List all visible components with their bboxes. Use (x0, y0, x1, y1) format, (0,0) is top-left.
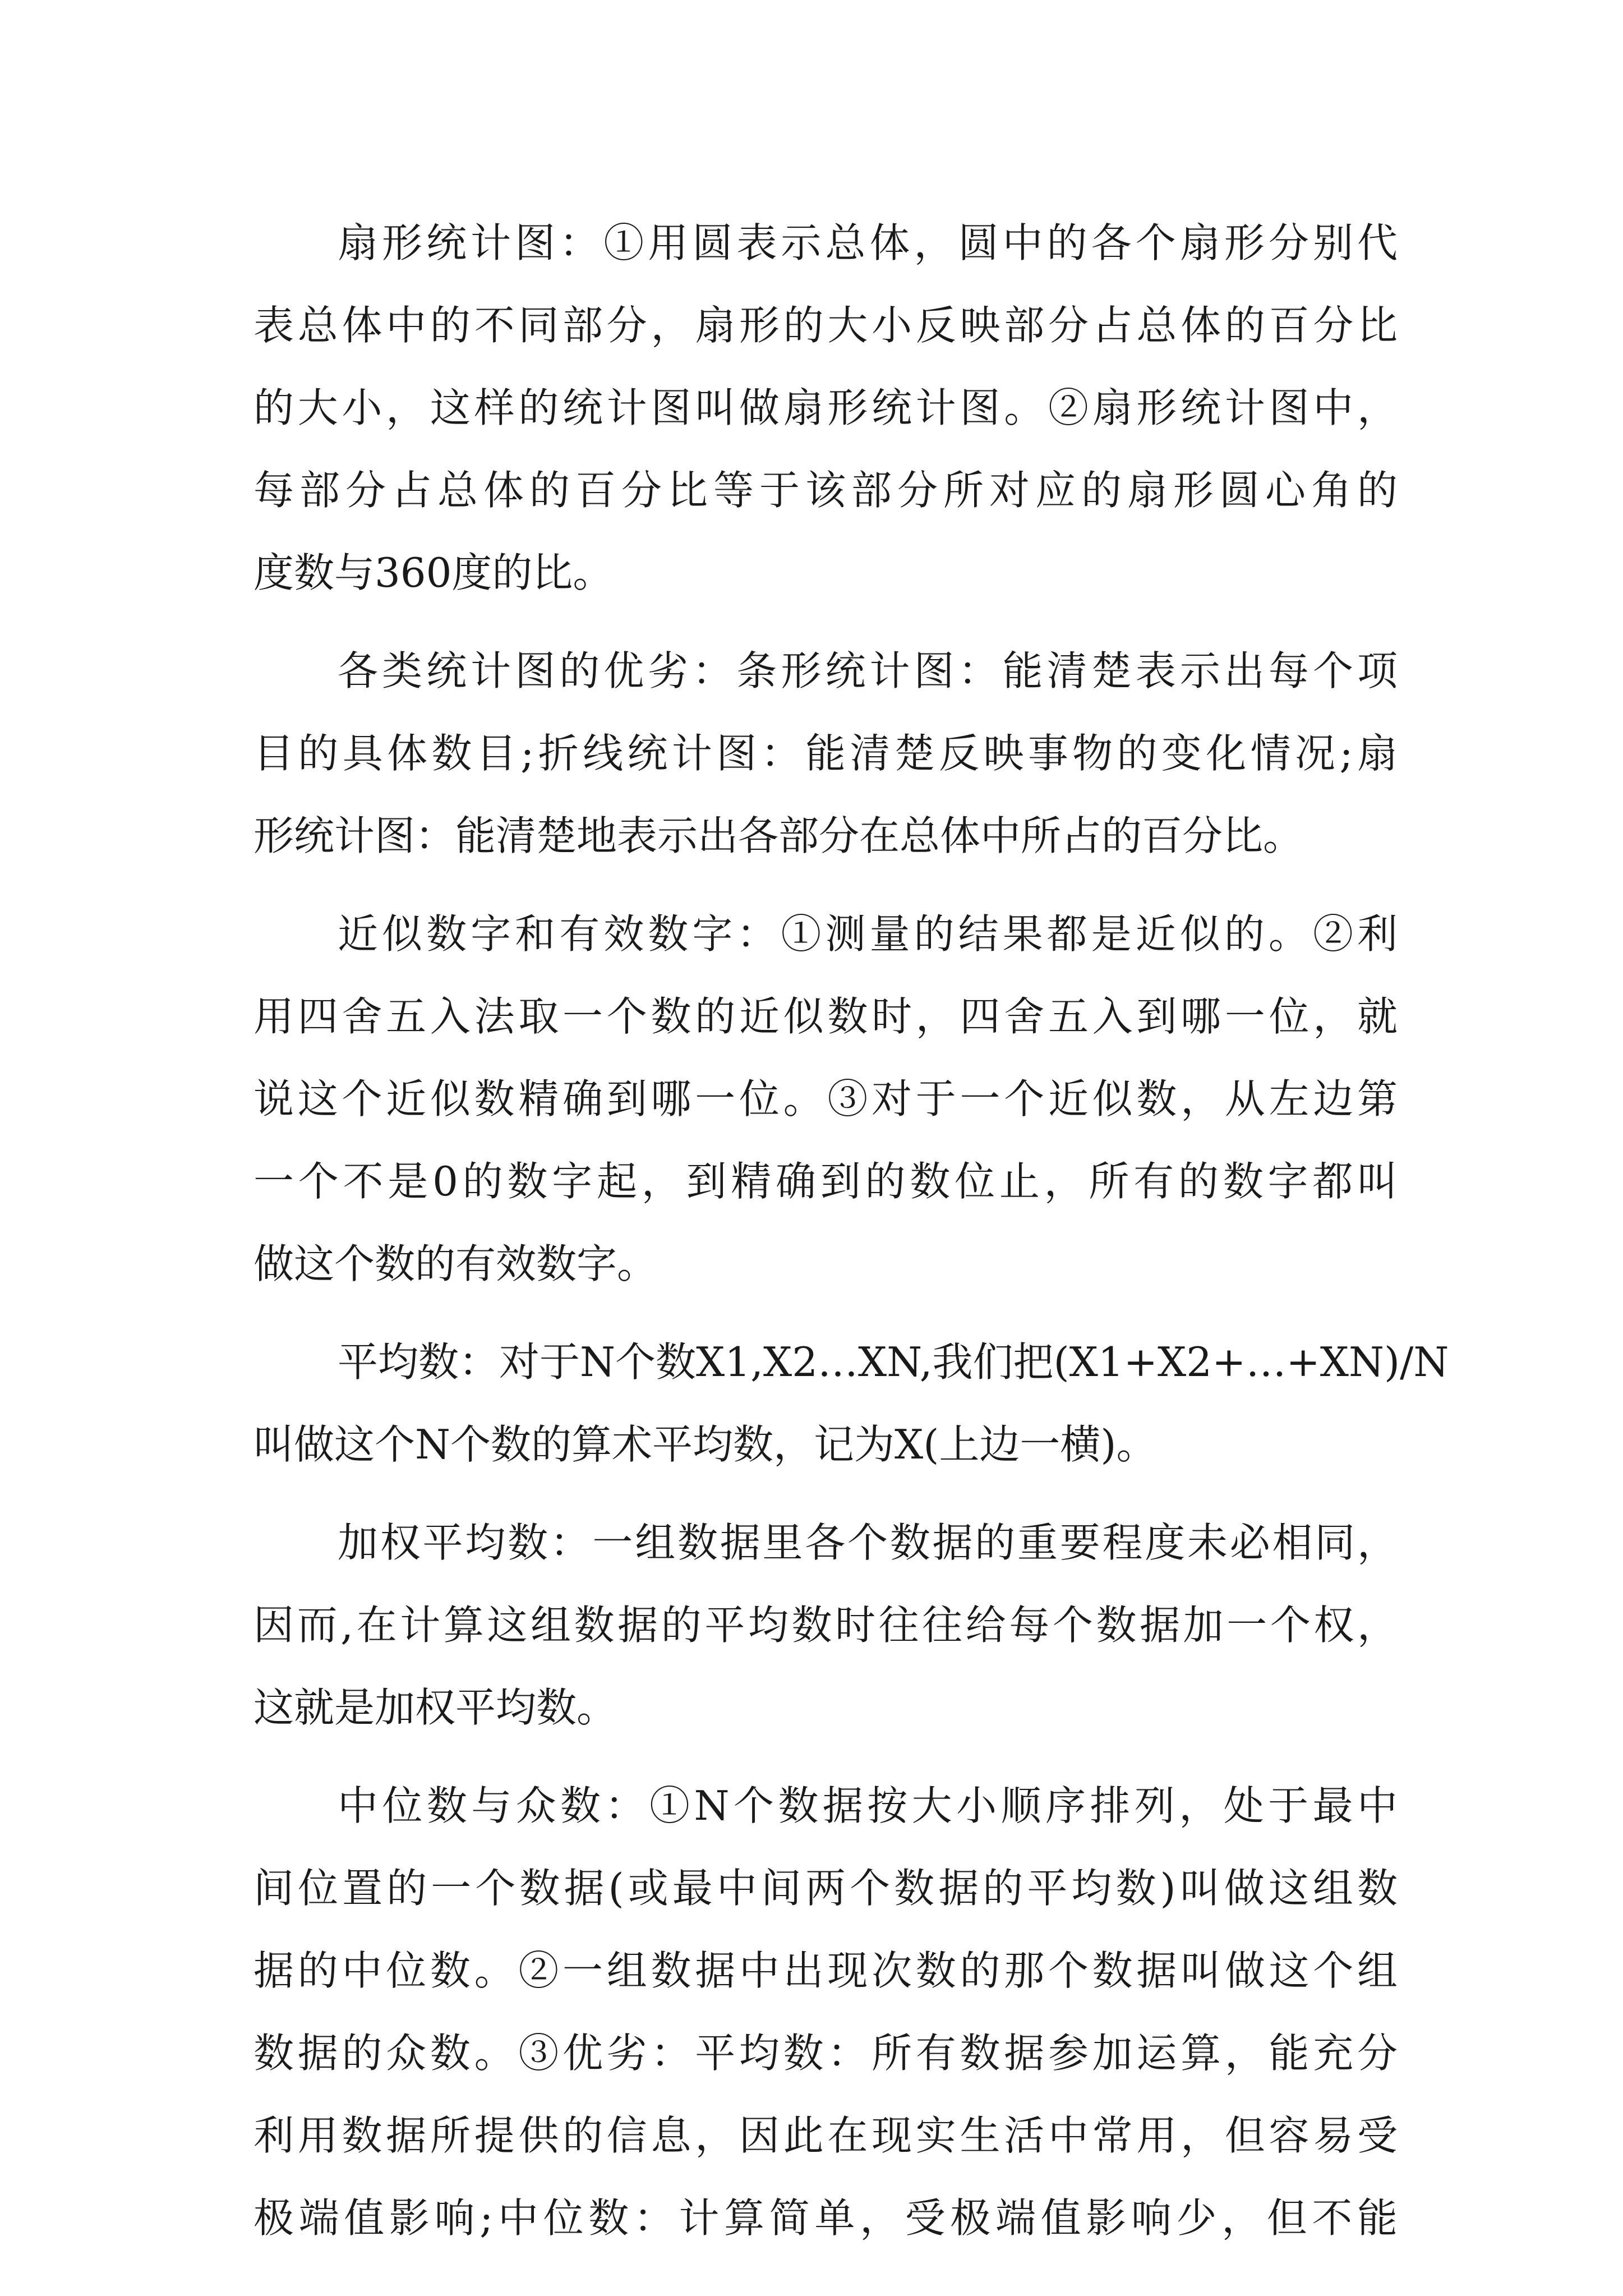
text-line: 做这个数的有效数字。 (253, 1240, 658, 1287)
text-line: 中位数与众数：①N个数据按大小顺序排列，处于最中 (338, 1782, 1398, 1829)
text-line: 叫做这个N个数的算术平均数，记为X(上边一横)。 (253, 1421, 1157, 1468)
paragraph-median-mode (253, 1765, 1398, 2260)
text-line: 平均数：对于N个数X1,X2…XN,我们把(X1+X2+…+XN)/N (338, 1338, 1449, 1386)
text-line: 利用数据所提供的信息，因此在现实生活中常用，但容易受 (253, 2112, 1398, 2159)
text-line: 度数与360度的比。 (253, 549, 614, 596)
text-line: 近似数字和有效数字：①测量的结果都是近似的。②利 (338, 910, 1398, 958)
text-line: 形统计图：能清楚地表示出各部分在总体中所占的百分比。 (253, 812, 1304, 859)
text-line: 的大小，这样的统计图叫做扇形统计图。②扇形统计图中， (253, 384, 1398, 431)
text-line: 扇形统计图：①用圆表示总体，圆中的各个扇形分别代 (338, 219, 1398, 266)
text-line: 用四舍五入法取一个数的近似数时，四舍五入到哪一位，就 (253, 993, 1398, 1040)
text-line: 间位置的一个数据(或最中间两个数据的平均数)叫做这组数 (253, 1865, 1398, 1912)
text-line: 据的中位数。②一组数据中出现次数的那个数据叫做这个组 (253, 1947, 1398, 1994)
document-page (253, 202, 1449, 2275)
paragraph-pie-chart (253, 202, 1398, 614)
text-line: 极端值影响;中位数：计算简单，受极端值影响少，但不能 (253, 2194, 1398, 2242)
paragraph-approximate-numbers (253, 893, 1398, 1305)
paragraph-weighted-mean (253, 1502, 1398, 1749)
text-line: 一个不是0的数字起，到精确到的数位止，所有的数字都叫 (253, 1158, 1398, 1205)
text-line: 加权平均数：一组数据里各个数据的重要程度未必相同， (338, 1519, 1398, 1566)
text-line: 这就是加权平均数。 (253, 1684, 617, 1731)
text-line: 表总体中的不同部分，扇形的大小反映部分占总体的百分比 (253, 302, 1398, 349)
text-line: 说这个近似数精确到哪一位。③对于一个近似数，从左边第 (253, 1075, 1398, 1122)
paragraph-mean (253, 1321, 1449, 1486)
text-line: 因而,在计算这组数据的平均数时往往给每个数据加一个权， (253, 1602, 1398, 1649)
text-line: 每部分占总体的百分比等于该部分所对应的扇形圆心角的 (253, 467, 1398, 514)
paragraph-chart-comparison (253, 630, 1398, 877)
text-line: 各类统计图的优劣：条形统计图：能清楚表示出每个项 (338, 647, 1398, 694)
text-line: 目的具体数目;折线统计图：能清楚反映事物的变化情况;扇 (253, 730, 1398, 777)
text-line: 数据的众数。③优劣：平均数：所有数据参加运算，能充分 (253, 2030, 1398, 2077)
